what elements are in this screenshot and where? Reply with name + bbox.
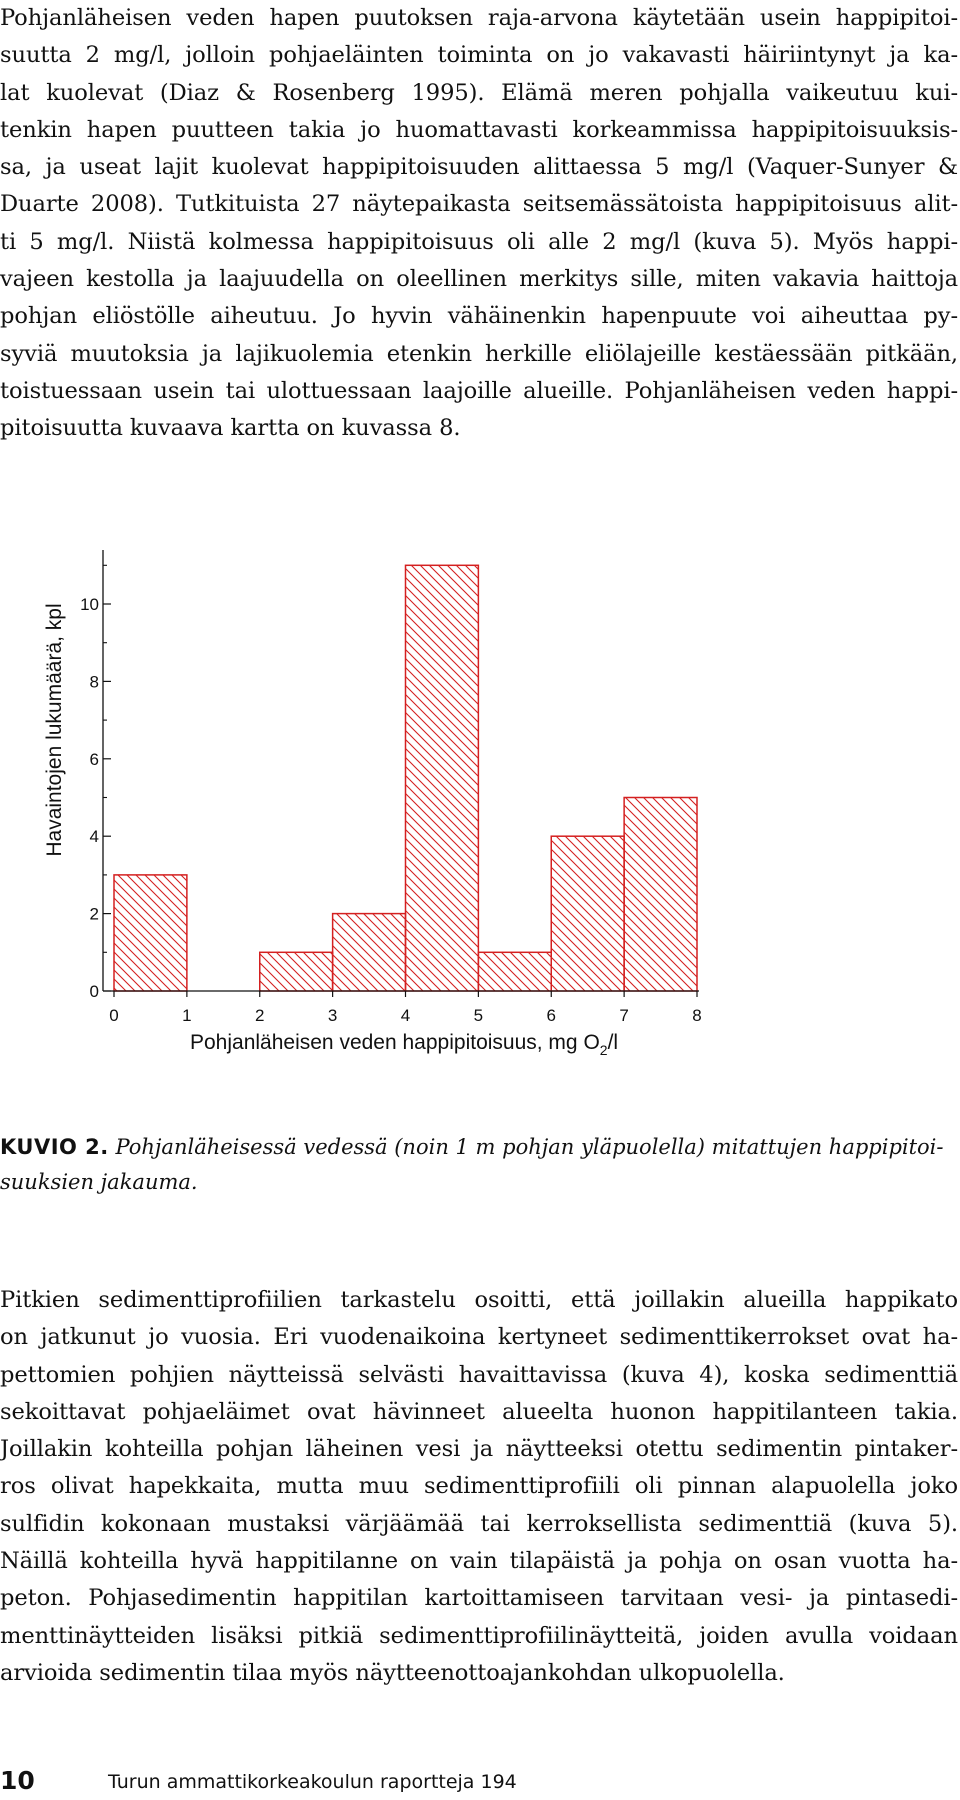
caption-label: KUVIO 2. xyxy=(0,1135,109,1159)
figure-caption xyxy=(0,1130,958,1200)
y-tick-label: 2 xyxy=(89,904,99,924)
x-axis-label-main: Pohjanläheisen veden happipitoisuus, mg O xyxy=(190,1031,600,1054)
paragraph1-line: pohjan eliöstölle aiheutuu. Jo hyvin vähäinenkin hapenpuute voi aiheuttaa py- xyxy=(0,303,958,330)
page-footer xyxy=(0,1766,958,1796)
paragraph1-line: toistuessaan usein tai ulottuessaan laajoille alueille. Pohjanläheisen veden happi- xyxy=(0,377,958,404)
bar-bin-6-7 xyxy=(551,836,624,991)
report-series: Turun ammattikorkeakoulun raportteja 194 xyxy=(108,1771,517,1793)
x-tick-label: 8 xyxy=(692,1006,702,1025)
paragraph1-line: Duarte 2008). Tutkituista 27 näytepaikasta seitsemässätoista happipitoisuus alit- xyxy=(0,191,958,218)
paragraph2-line: arvioida sedimentin tilaa myös näytteenottoajankohdan ulkopuolella. xyxy=(0,1659,785,1686)
x-tick-label: 2 xyxy=(255,1006,265,1025)
paragraph2-line: on jatkunut jo vuosia. Eri vuodenaikoina kertyneet sedimenttikerrokset ovat ha- xyxy=(0,1324,958,1351)
bar-bin-3-4 xyxy=(333,914,406,991)
y-tick-label: 10 xyxy=(80,595,99,614)
x-tick-label: 5 xyxy=(473,1006,484,1025)
bar-bin-5-6 xyxy=(478,952,551,991)
y-tick-label: 0 xyxy=(89,982,99,1001)
bar-bin-0-1 xyxy=(114,875,187,991)
bars-group xyxy=(114,565,697,991)
bar-bin-2-3 xyxy=(260,952,333,991)
x-tick-label: 0 xyxy=(109,1006,119,1025)
x-tick-label: 6 xyxy=(546,1006,556,1025)
paragraph1-line: tenkin hapen puutteen takia jo huomattavasti korkeammissa happipitoisuuksis- xyxy=(0,116,958,143)
paragraph1-line: ti 5 mg/l. Niistä kolmessa happipitoisuus oli alle 2 mg/l (kuva 5). Myös happi- xyxy=(0,228,958,255)
paragraph2-line: Näillä kohteilla hyvä happitilanne on vain tilapäistä ja pohja on osan vuotta ha- xyxy=(0,1548,958,1575)
paragraph1-line: sa, ja useat lajit kuolevat happipitoisuuden alittaessa 5 mg/l (Vaquer-Sunyer & xyxy=(0,154,958,181)
paragraph1-line: vajeen kestolla ja laajuudella on oleellinen merkitys sille, miten vakavia haittoja xyxy=(0,266,958,293)
paragraph1-line: lat kuolevat (Diaz & Rosenberg 1995). Elämä meren pohjalla vaikeutuu kui- xyxy=(0,79,958,106)
x-tick-label: 7 xyxy=(619,1006,629,1025)
bar-bin-4-5 xyxy=(406,565,479,991)
paragraph1-line: pitoisuutta kuvaava kartta on kuvassa 8. xyxy=(0,415,461,442)
caption-text: Pohjanläheisessä vedessä (noin 1 m pohjan yläpuolella) mitattujen happipitoi- xyxy=(115,1135,944,1159)
y-tick-label: 8 xyxy=(89,672,99,692)
page-number: 10 xyxy=(0,1766,35,1795)
paragraph2-line: sulfidin kokonaan mustaksi värjäämää tai kerroksellista sedimenttiä (kuva 5). xyxy=(0,1510,958,1537)
paragraph2-line: pettomien pohjien näytteissä selvästi havaittavissa (kuva 4), koska sedimenttiä xyxy=(0,1361,958,1388)
y-tick-label: 4 xyxy=(89,827,99,847)
paragraph1-line: Pohjanläheisen veden hapen puutoksen raja-arvona käytetään usein happipitoi- xyxy=(0,5,958,31)
x-axis-label-subscript: 2 xyxy=(599,1042,608,1058)
bar-bin-7-8 xyxy=(624,798,697,992)
paragraph2-line: Joillakin kohteilla pohjan läheinen vesi ja näytteeksi otettu sedimentin pintaker- xyxy=(0,1436,958,1463)
paragraph2-line: ros olivat hapekkaita, mutta muu sedimenttiprofiili oli pinnan alapuolella joko xyxy=(0,1473,958,1500)
paragraph2-line: sekoittavat pohjaeläimet ovat hävinneet alueelta huonon happitilanteen takia. xyxy=(0,1398,958,1425)
y-tick-label: 6 xyxy=(89,749,99,769)
paragraph2-line: menttinäytteiden lisäksi pitkiä sedimenttiprofiilinäytteitä, joiden avulla voidaan xyxy=(0,1622,958,1649)
caption-text-2: suuksien jakauma. xyxy=(0,1170,198,1194)
paragraph2-line: Pitkien sedimenttiprofiilien tarkastelu osoitti, että joillakin alueilla happikato xyxy=(0,1287,958,1313)
y-axis-label: Havaintojen lukumäärä, kpl xyxy=(43,603,66,857)
paragraph1-line: syviä muutoksia ja lajikuolemia etenkin herkille eliölajeille kestäessään pitkään, xyxy=(0,340,958,367)
x-axis-label xyxy=(190,1031,618,1058)
x-axis-label-tail: /l xyxy=(607,1031,619,1054)
x-tick-label: 3 xyxy=(327,1006,338,1025)
x-tick-label: 4 xyxy=(400,1006,411,1025)
paragraph1-line: suutta 2 mg/l, jolloin pohjaeläinten toiminta on jo vakavasti häiriintynyt ja ka- xyxy=(0,42,958,69)
paragraph-2 xyxy=(0,1282,958,1692)
histogram-chart xyxy=(40,545,720,1085)
x-tick-label: 1 xyxy=(182,1006,192,1025)
paragraph-1 xyxy=(0,0,958,448)
paragraph2-line: peton. Pohjasedimentin happitilan kartoittamiseen tarvitaan vesi- ja pintasedi- xyxy=(0,1585,958,1612)
